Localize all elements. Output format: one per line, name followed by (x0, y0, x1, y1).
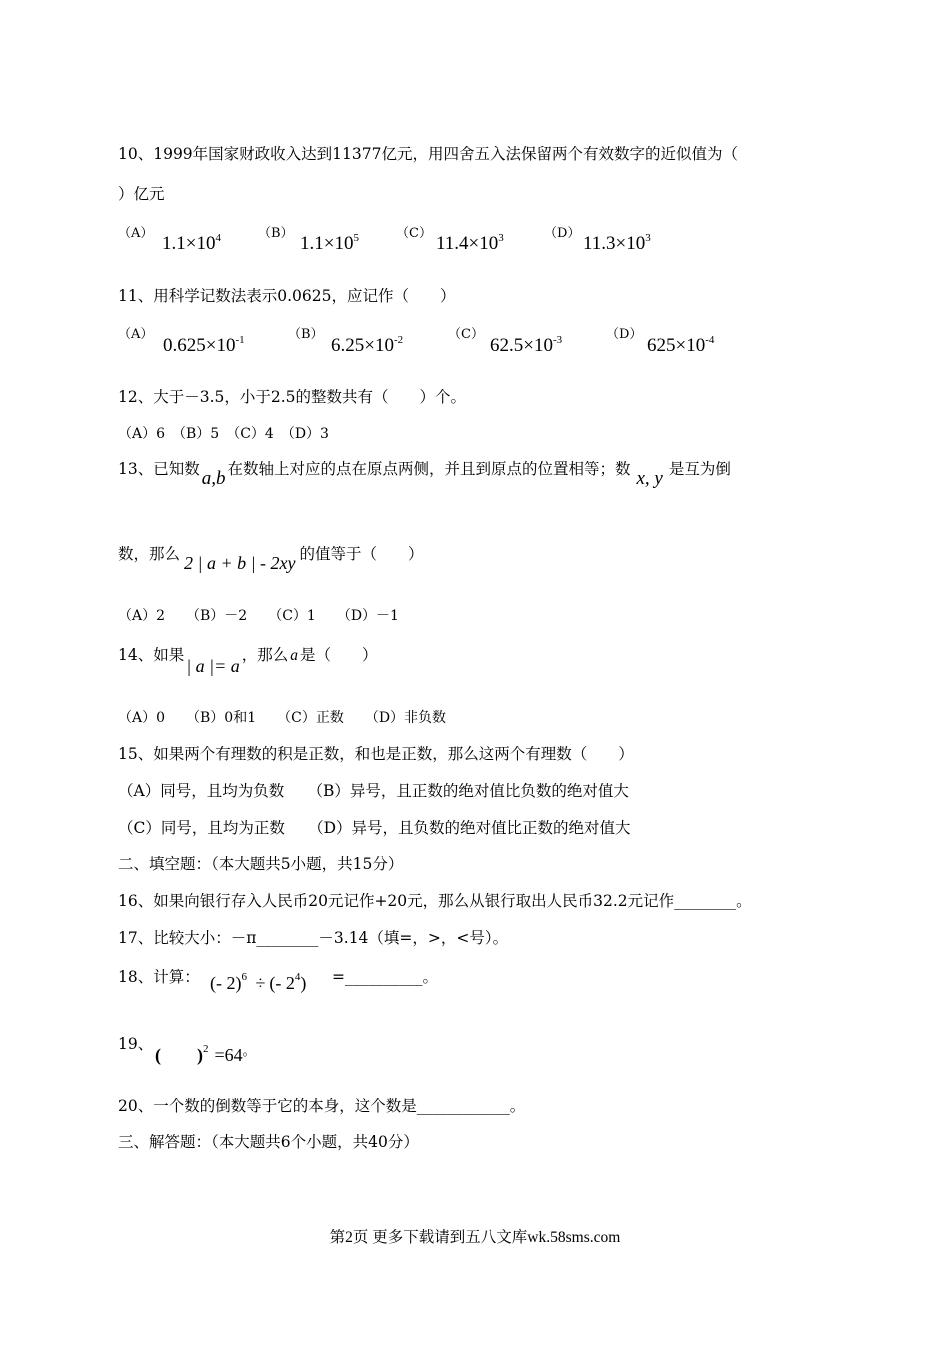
q11-text: 11、用科学记数法表示0.0625，应记作（ ） (118, 287, 456, 305)
q18-suffix: =__________。 (332, 968, 438, 986)
q10-option-c: $11.4\times 10^3$ (436, 232, 504, 254)
q10-option-d-label: （D） (544, 226, 581, 241)
q15-text: 15、如果两个有理数的积是正数，和也是正数，那么这两个有理数（ ） (118, 745, 634, 763)
q10-option-a: $1.1\times 10^4$ (162, 232, 221, 254)
q17-text: 17、比较大小：－π________－3.14（填=，>，<号）。 (118, 929, 509, 947)
q10-line1: 10、1999年国家财政收入达到11377亿元，用四舍五入法保留两个有效数字的近似值为（ (118, 145, 738, 163)
q11-option-a: $0.625\times 10^{-1}$ (163, 334, 245, 356)
q19-prefix: 19、 (118, 1035, 154, 1053)
q13-line1: 13、已知数 a,b 在数轴上对应的点在原点两侧，并且到原点的位置相等；数 x, y 是互为倒 (118, 460, 731, 489)
q13-var-xy: x, y (636, 468, 663, 489)
q14-var: a (290, 647, 299, 664)
page-footer: 第2页 更多下载请到五八文库wk.58sms.com (329, 1229, 621, 1246)
q15-options-line1: （A）同号，且均为负数 （B）异号，且正数的绝对值比负数的绝对值大 (118, 782, 629, 800)
q14-line: 14、如果| a |= a，那么 a 是（ ） (118, 646, 378, 676)
q10-option-b: $1.1\times 10^5$ (300, 232, 359, 254)
q13-options: （A）2 （B）－2 （C）1 （D）－1 (118, 608, 399, 624)
q10-option-a-label: （A） (118, 226, 154, 241)
q14-expression: | a |= a (186, 656, 240, 676)
q11-option-d: $625\times 10^{-4}$ (647, 334, 715, 356)
q20-text: 20、一个数的倒数等于它的本身，这个数是____________。 (118, 1097, 526, 1115)
q13-var-ab: a,b (201, 468, 226, 489)
q10-option-b-label: （B） (258, 226, 294, 241)
q10-option-d: $11.3\times 10^3$ (583, 232, 651, 254)
section-fill-in-heading: 二、填空题：（本大题共5小题，共15分） (118, 855, 404, 873)
section-answer-heading: 三、解答题：（本大题共6个小题，共40分） (118, 1133, 419, 1151)
q11-option-d-label: （D） (606, 327, 643, 342)
q14-options: （A）0 （B）0和1 （C）正数 （D）非负数 (118, 710, 447, 726)
q11-option-b: $6.25\times 10^{-2}$ (331, 334, 404, 356)
q13-expression: 2 | a + b | - 2xy (184, 553, 296, 573)
q16-text: 16、如果向银行存入人民币20元记作+20元，那么从银行取出人民币32.2元记作________。 (118, 892, 752, 910)
q13-line2: 数，那么 2 | a + b | - 2xy 的值等于（ ） (118, 545, 424, 573)
q11-option-c-label: （C） (448, 327, 484, 342)
q11-option-b-label: （B） (288, 327, 324, 342)
q11-option-a-label: （A） (118, 327, 154, 342)
q12-options: （A）6 （B）5 （C）4 （D）3 (118, 426, 329, 442)
q19-expression: ( )$^2$ =64。 (155, 1043, 256, 1065)
q10-option-c-label: （C） (396, 226, 432, 241)
q10-line2: ）亿元 (118, 185, 165, 203)
q12-text: 12、大于－3.5，小于2.5的整数共有（ ）个。 (118, 388, 467, 406)
q18-expression: (- 2)$^6$ ÷ (- $2^4$) (210, 971, 307, 993)
q15-options-line2: （C）同号，且均为正数 （D）异号，且负数的绝对值比正数的绝对值大 (118, 819, 631, 837)
q18-prefix: 18、计算： (118, 968, 200, 986)
q11-option-c: $62.5\times 10^{-3}$ (490, 334, 563, 356)
